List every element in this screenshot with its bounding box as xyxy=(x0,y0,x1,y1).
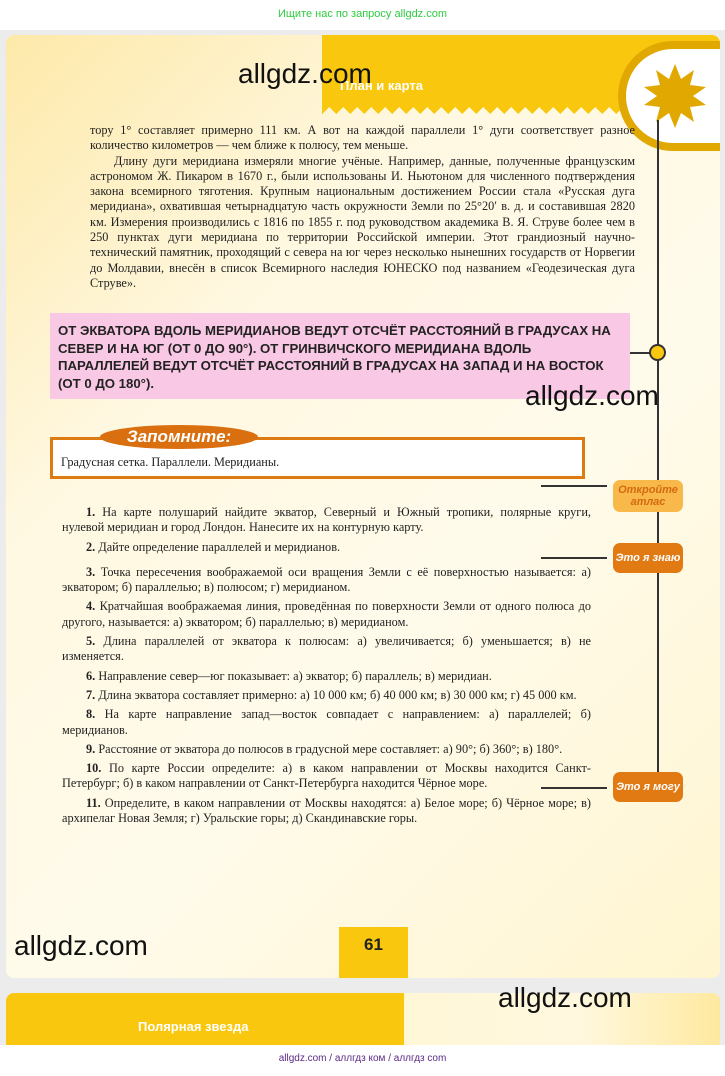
header-zigzag xyxy=(322,107,622,121)
question-text: Длина параллелей от экватора к полюсам: а) увеличивается; б) уменьшается; в) не изменяется. xyxy=(62,634,592,664)
page-number: 61 xyxy=(339,927,408,978)
question-item xyxy=(62,688,591,703)
remember-label: Запомните: xyxy=(100,425,258,449)
section-title: План и карта xyxy=(340,78,424,93)
timeline-line xyxy=(657,120,659,780)
tag-label: Откройте атлас xyxy=(618,484,678,508)
connector-line xyxy=(541,485,607,487)
question-number: 5. xyxy=(86,634,96,649)
watermark: allgdz.com xyxy=(14,930,148,961)
question-item xyxy=(62,540,591,555)
watermark: allgdz.com xyxy=(525,380,659,411)
question-item xyxy=(62,796,591,827)
footer-link[interactable]: аллгдз ком xyxy=(334,1053,386,1064)
footer-link[interactable]: allgdz.com xyxy=(278,1053,327,1064)
question-number: 11. xyxy=(86,795,101,810)
question-number: 9. xyxy=(86,741,96,756)
i-can-tag xyxy=(613,772,683,802)
question-text: Кратчайшая воображаемая линия, проведённая по поверхности Земли от одного полюса до другого, называется: а) экватором; б) параллелью; в) меридианом. xyxy=(62,599,591,629)
question-text: Дайте определение параллелей и меридианов. xyxy=(98,539,341,554)
i-know-tag xyxy=(613,543,683,573)
open-atlas-tag xyxy=(613,480,683,512)
textbook-page xyxy=(6,35,720,978)
remember-text: Градусная сетка. Параллели. Меридианы. xyxy=(61,455,280,469)
question-item xyxy=(62,742,591,757)
question-item xyxy=(62,761,591,792)
tag-label: Это я могу xyxy=(616,781,680,793)
question-text: Определите, в каком направлении от Москвы находятся: а) Белое море; б) Чёрное море; в) архипелаг Новая Земля; г) Уральские горы; д) Скандинавские горы. xyxy=(62,795,591,826)
top-banner-text: Ищите нас по запросу allgdz.com xyxy=(277,8,448,20)
top-banner xyxy=(0,0,725,30)
question-item xyxy=(62,565,591,596)
question-text: Расстояние от экватора до полюсов в градусной мере составляет: а) 90°; б) 360°; в) 180°. xyxy=(98,741,563,756)
next-page-title: Полярная звезда xyxy=(138,1019,249,1034)
question-text: Длина экватора составляет примерно: а) 10 000 км; б) 40 000 км; в) 30 000 км; г) 45 000 км. xyxy=(98,687,577,702)
question-text: Направление север—юг показывает: а) экватор; б) параллель; в) меридиан. xyxy=(98,668,492,683)
question-number: 7. xyxy=(86,687,96,702)
question-item xyxy=(62,669,591,684)
question-number: 3. xyxy=(86,564,96,579)
footer-link[interactable]: аллгдз com xyxy=(393,1053,447,1064)
separator: / xyxy=(388,1053,391,1064)
question-text: На карте полушарий найдите экватор, Северный и Южный тропики, полярные круги, нулевой меридиан и город Лондон. Нанесите их на контурную карту. xyxy=(62,505,592,535)
question-number: 8. xyxy=(86,707,96,722)
sun-icon xyxy=(640,61,710,131)
question-number: 2. xyxy=(86,539,96,554)
question-item xyxy=(62,505,591,536)
watermark: allgdz.com xyxy=(498,982,632,1013)
question-number: 1. xyxy=(86,505,96,519)
question-text: На карте направление запад—восток совпадает с направлением: а) параллелей; б) меридианов. xyxy=(62,707,591,737)
separator: / xyxy=(329,1053,333,1064)
key-fact-box: ОТ ЭКВАТОРА ВДОЛЬ МЕРИДИАНОВ ВЕДУТ ОТСЧЁТ РАССТОЯНИЙ В ГРАДУСАХ НА СЕВЕР И НА ЮГ (ОТ 0 ДО 90°). ОТ ГРИНВИЧСКОГО МЕРИДИАНА ВДОЛЬ ПАРАЛЛЕЛЕЙ ВЕДУТ ОТСЧЁТ РАССТОЯНИЙ В ГРАДУСАХ НА ЗАПАД И НА ВОСТОК (ОТ 0 ДО 180°). xyxy=(50,313,630,399)
question-number: 6. xyxy=(86,668,96,683)
footer xyxy=(0,1045,725,1076)
question-number: 4. xyxy=(86,599,96,614)
watermark: allgdz.com xyxy=(238,58,372,89)
question-number: 10. xyxy=(86,761,102,776)
question-item xyxy=(62,707,591,738)
main-text xyxy=(90,123,635,291)
paragraph: Длину дуги меридиана измеряли многие учёные. Например, данные, полученные французским астрономом Ж. Пикаром в 1670 г., были использованы И. Ньютоном для численного подтверждения закона всемирного тяготения. Крупным национальным достижением России стала «Русская дуга меридиана», охватившая четырнадцатую часть окружности Земли по 25°20′ в. д. и составившая 2820 км. Измерения производились с 1816 по 1855 г. под руководством академика В. Я. Струве более чем в 250 пунктах дуги меридиана по территории Российской империи. Этот грандиозный научно-технический памятник, проходящий с севера на юг через несколько нынешних государств от Норвегии до Молдавии, внесён в список Всемирного наследия ЮНЕСКО под названием «Геодезическая дуга Струве». xyxy=(90,153,635,290)
timeline-dot xyxy=(649,344,666,361)
questions-list xyxy=(62,505,591,830)
question-text: По карте России определите: а) в каком направлении от Москвы находится Санкт-Петербург; б) в каком направлении от Санкт-Петербурга находится Чёрное море. xyxy=(62,761,591,791)
paragraph: тору 1° составляет примерно 111 км. А вот на каждой параллели 1° дуги соответствует разное количество километров — чем ближе к полюсу, тем меньше. xyxy=(90,123,635,153)
tag-label: Это я знаю xyxy=(615,552,681,564)
question-item xyxy=(62,599,591,630)
question-item xyxy=(62,634,591,665)
question-text: Точка пересечения воображаемой оси вращения Земли с её поверхностью называется: а) экватором; б) параллелью; в) полюсом; г) меридианом. xyxy=(62,564,591,595)
